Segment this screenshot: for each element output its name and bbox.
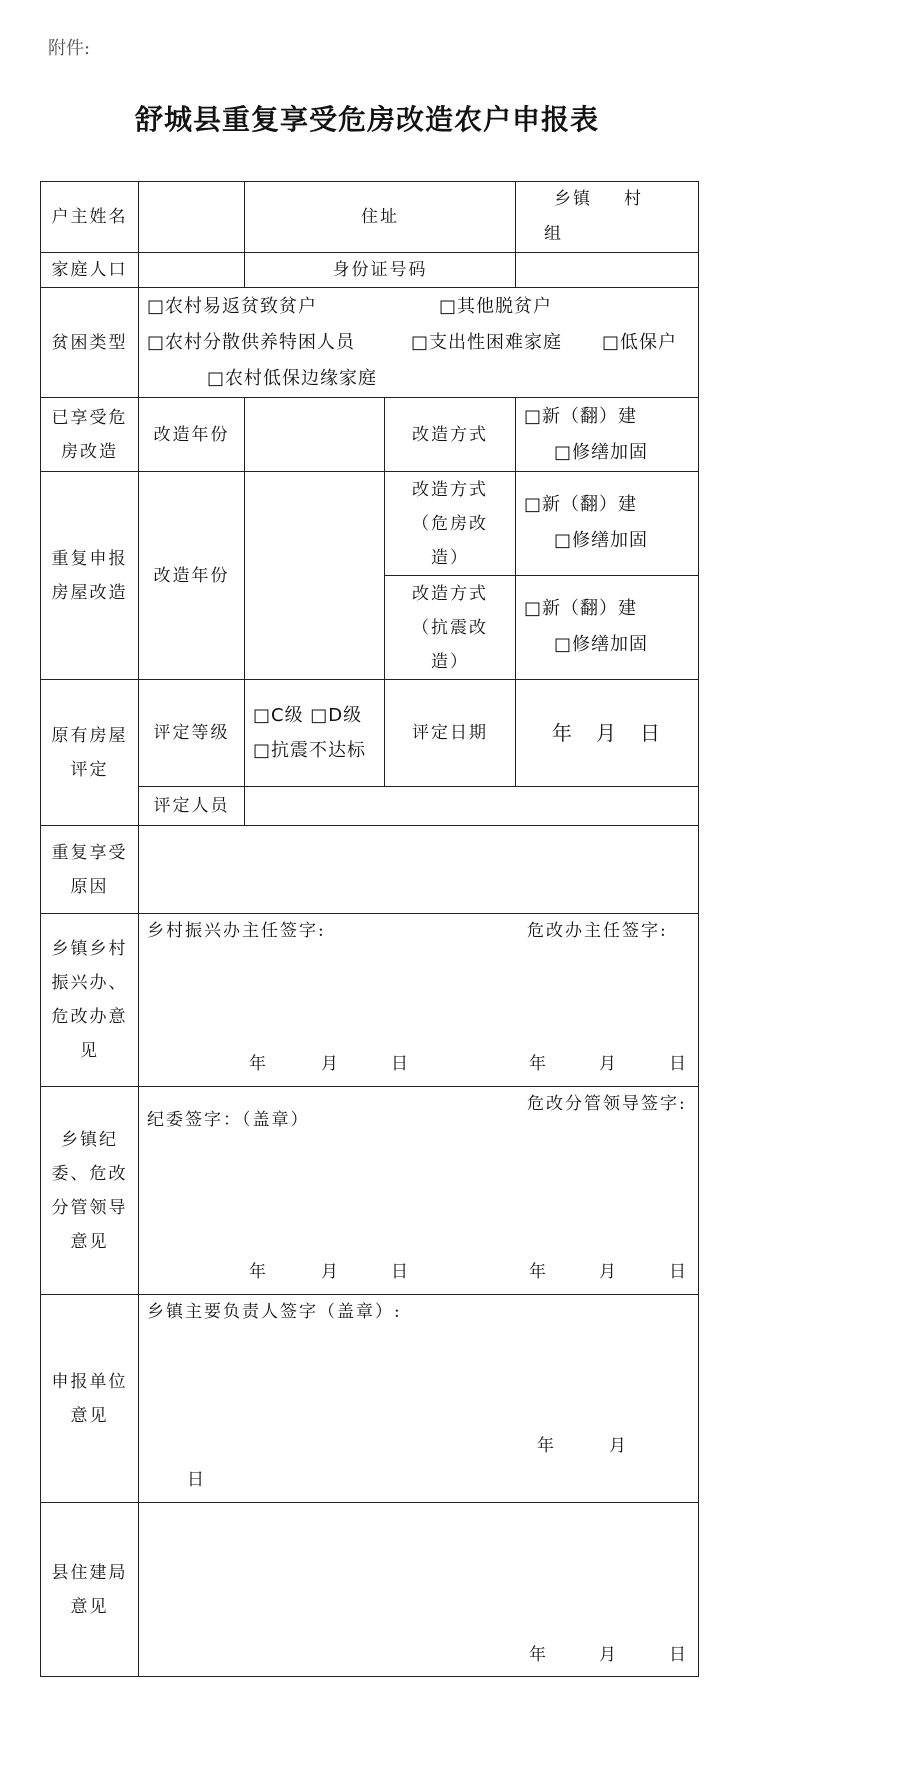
town-office-opinion-field[interactable]: [139, 914, 699, 1087]
owner-name-field[interactable]: [139, 182, 245, 253]
table-row: [41, 472, 699, 576]
discipline-sign-label: 纪委签字：（盖章）: [147, 1110, 310, 1130]
family-size-field[interactable]: [139, 253, 245, 288]
table-row: [41, 914, 699, 1087]
day-label: 日: [187, 1470, 206, 1490]
table-row: [41, 1503, 699, 1677]
table-row: [41, 787, 699, 826]
month-label: 月: [599, 1645, 618, 1665]
id-number-label: 身份证号码: [245, 253, 516, 288]
table-row: [41, 288, 699, 398]
town-head-sign-label: 乡镇主要负责人签字（盖章）:: [147, 1302, 402, 1322]
method-quake-label: 改造方式（抗震改造）: [385, 576, 516, 680]
method-new-option[interactable]: □新（翻）建: [524, 598, 638, 619]
option-subsistence-allowance[interactable]: □低保户: [602, 332, 678, 353]
owner-name-label: 户主姓名: [41, 182, 139, 253]
discipline-opinion-label: 乡镇纪委、危改分管领导意见: [41, 1087, 139, 1295]
already-enjoyed-label: 已享受危房改造: [41, 398, 139, 472]
zu-label: 组: [544, 224, 563, 244]
unit-opinion-field[interactable]: [139, 1295, 699, 1503]
method-repair-option[interactable]: □修缮加固: [554, 442, 649, 463]
form-title: 舒城县重复享受危房改造农户申报表: [135, 103, 600, 136]
repeat-reason-field[interactable]: [139, 826, 699, 914]
leader-sign-label: 危改分管领导签字:: [527, 1094, 687, 1114]
county-opinion-label: 县住建局意见: [41, 1503, 139, 1677]
method-repair-option[interactable]: □修缮加固: [554, 530, 649, 551]
day-label: 日: [391, 1262, 410, 1282]
day-label: 日: [669, 1054, 688, 1074]
table-row: [41, 680, 699, 787]
option-easy-return-poverty[interactable]: □农村易返贫致贫户: [147, 296, 318, 317]
evaluator-field[interactable]: [245, 787, 699, 826]
year-label: 年: [529, 1645, 548, 1665]
renovation-year-label: 改造年份: [139, 398, 245, 472]
eval-date-label: 评定日期: [385, 680, 516, 787]
day-label: 日: [391, 1054, 410, 1074]
option-expenditure-hardship[interactable]: □支出性困难家庭: [411, 332, 563, 353]
grade-options[interactable]: □C级 □D级 □抗震不达标: [245, 680, 385, 787]
eval-grade-label: 评定等级: [139, 680, 245, 787]
repeat-renovation-year-field[interactable]: [245, 472, 385, 680]
method-dangerous-label: 改造方式（危房改造）: [385, 472, 516, 576]
repeat-renovation-year-label: 改造年份: [139, 472, 245, 680]
day-label: 日: [669, 1262, 688, 1282]
cun-label: 村: [624, 189, 643, 209]
table-row: [41, 398, 699, 472]
county-opinion-field[interactable]: [139, 1503, 699, 1677]
month-label: 月: [609, 1436, 628, 1456]
month-label: 月: [599, 1054, 618, 1074]
year-label: 年: [529, 1262, 548, 1282]
method-new-option[interactable]: □新（翻）建: [524, 494, 638, 515]
renovation-director-sign-label: 危改办主任签字:: [527, 921, 668, 941]
year-label: 年: [537, 1436, 556, 1456]
renovation-method-label: 改造方式: [385, 398, 516, 472]
month-label: 月: [599, 1262, 618, 1282]
method-new-option[interactable]: □新（翻）建: [524, 406, 638, 427]
option-dispersed-support[interactable]: □农村分散供养特困人员: [147, 332, 356, 353]
table-row: [41, 182, 699, 253]
table-row: [41, 253, 699, 288]
table-row: [41, 1087, 699, 1295]
renovation-year-field[interactable]: [245, 398, 385, 472]
dangerous-method-options: [516, 472, 699, 576]
table-row: [41, 1295, 699, 1503]
unit-opinion-label: 申报单位意见: [41, 1295, 139, 1503]
address-label: 住址: [245, 182, 516, 253]
option-other-poverty-exit[interactable]: □其他脱贫户: [439, 296, 553, 317]
method-repair-option[interactable]: □修缮加固: [554, 634, 649, 655]
eval-date-field[interactable]: 年 月 日: [516, 680, 699, 787]
poverty-type-label: 贫困类型: [41, 288, 139, 398]
poverty-type-options: [139, 288, 699, 398]
evaluator-label: 评定人员: [139, 787, 245, 826]
option-allowance-edge[interactable]: □农村低保边缘家庭: [207, 368, 378, 389]
renovation-method-options: [516, 398, 699, 472]
quake-method-options: [516, 576, 699, 680]
id-number-field[interactable]: [516, 253, 699, 288]
year-label: 年: [249, 1054, 268, 1074]
month-label: 月: [321, 1262, 340, 1282]
family-size-label: 家庭人口: [41, 253, 139, 288]
revival-director-sign-label: 乡村振兴办主任签字:: [147, 921, 326, 941]
address-field[interactable]: [516, 182, 699, 253]
attachment-label: 附件:: [48, 38, 91, 59]
year-label: 年: [249, 1262, 268, 1282]
month-label: 月: [321, 1054, 340, 1074]
table-row: [41, 826, 699, 914]
day-label: 日: [669, 1645, 688, 1665]
year-label: 年: [529, 1054, 548, 1074]
town-office-opinion-label: 乡镇乡村振兴办、危改办意见: [41, 914, 139, 1087]
application-form-table: [40, 181, 699, 1677]
repeat-reason-label: 重复享受原因: [41, 826, 139, 914]
original-eval-label: 原有房屋评定: [41, 680, 139, 826]
repeat-declare-label: 重复申报房屋改造: [41, 472, 139, 680]
xiangzhen-label: 乡镇: [554, 189, 592, 209]
discipline-opinion-field[interactable]: [139, 1087, 699, 1295]
